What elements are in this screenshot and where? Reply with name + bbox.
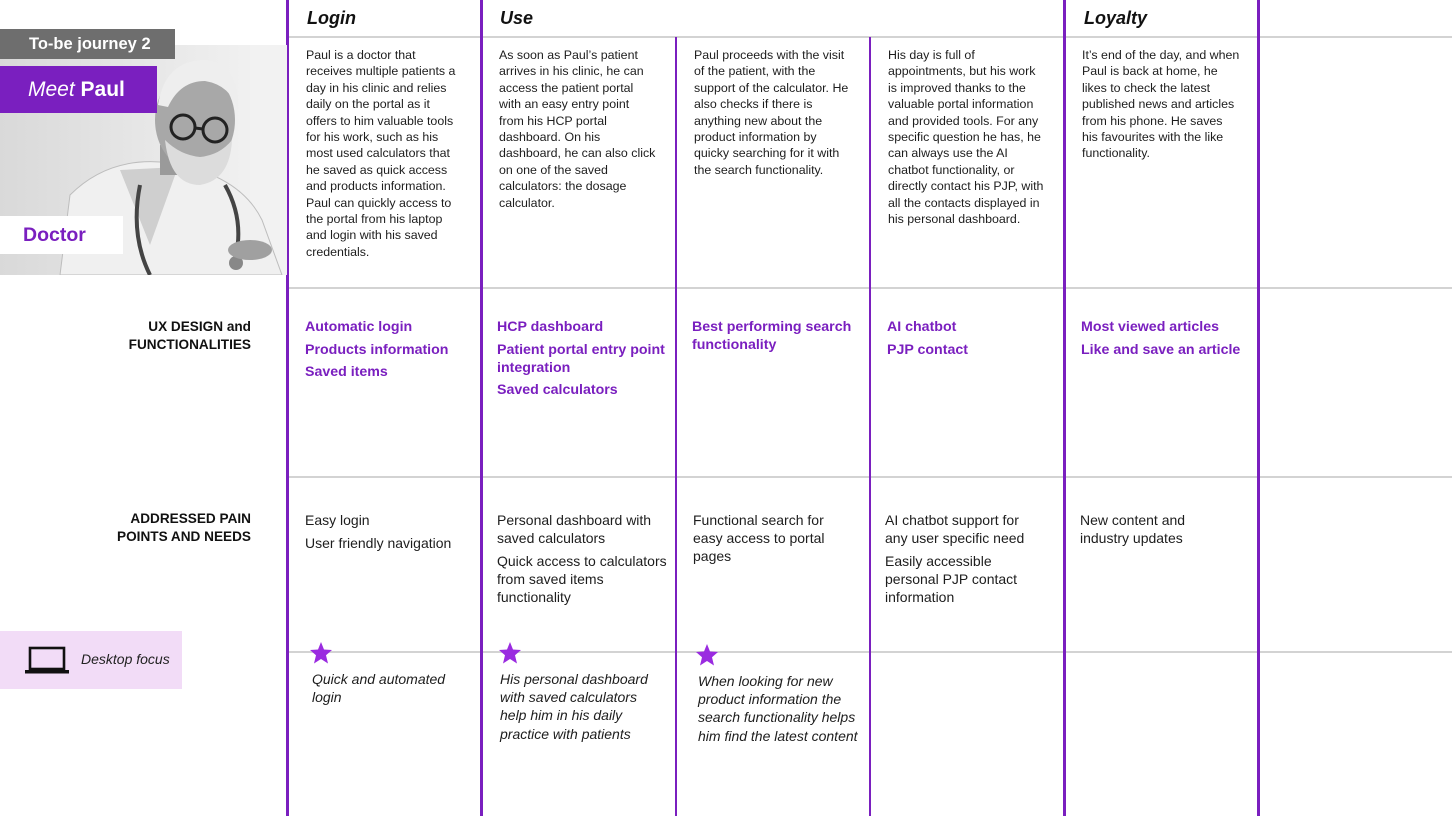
pain-item: Quick access to calculators from saved items functionality [497,553,667,606]
column-divider [675,37,677,816]
ux-item: Products information [305,341,449,358]
star-icon [695,643,719,667]
description-login: Paul is a doctor that receives multiple patients a day in his clinic and relies daily on the portal as it offers to him valuable tools for his work, such as his most used calculators that he saved as quick access and products information. Paul can quickly access to the portal from his laptop and login with his saved credentials. [306,48,456,259]
pain-list-login [305,511,477,557]
ux-item: Best performing search functionality [692,319,852,353]
ux-item: Saved calculators [497,382,618,399]
phase-loyalty: Loyalty [1084,8,1148,28]
description-use-2: Paul proceeds with the visit of the patient, with the support of the calculator. He also checks if there is anything new about the product information by quicky searching for it with the search functionality. [694,48,849,177]
ux-list-login [305,318,475,386]
ux-item: Most viewed articles [1081,319,1219,335]
pain-list-use-2 [693,511,853,570]
ux-list-use-2 [692,318,852,359]
ux-item: AI chatbot [887,319,957,335]
pain-list-use-1 [497,511,669,611]
pain-item: User friendly navigation [305,534,452,551]
column-divider [1063,0,1066,816]
pain-item: AI chatbot support for any user specific need [885,512,1025,547]
laptop-icon [24,646,70,676]
pain-item: New content and industry updates [1080,512,1186,547]
ux-list-loyalty [1081,318,1251,363]
pain-item: Functional search for easy access to portal pages [693,512,825,565]
note-use-1: His personal dashboard with saved calculators help him in his daily practice with patients [500,671,648,742]
star-icon [309,641,333,665]
ux-item: Saved items [305,364,388,381]
note-use-2: When looking for new product information the search functionality helps him find the latest content [698,673,858,744]
ux-list-use-3 [887,318,1057,363]
ux-item: HCP dashboard [497,319,604,335]
pain-item: Easy login [305,512,370,528]
phase-login: Login [307,8,356,28]
description-use-1: As soon as Paul’s patient arrives in his clinic, he can access the patient portal with an easy entry point from his HCP portal dashboard. On his dashboard, he can also click on one of the saved calculators: the dosage calculator. [499,48,656,210]
ux-item: Like and save an article [1081,341,1241,358]
note-login: Quick and automated login [312,671,446,706]
pain-list-use-3 [885,511,1045,611]
desktop-focus-badge [0,631,182,689]
row-label-pain: ADDRESSED PAIN POINTS AND NEEDS [117,511,251,544]
pain-item: Easily accessible personal PJP contact information [885,553,1018,606]
meet-banner [0,66,157,113]
description-use-3: His day is full of appointments, but his work is improved thanks to the valuable portal information and provided tools. For any specific question he has, he can always use the AI chatbot functionality, or directly contact his PJP, with all the contacts displayed in his personal dashboard. [888,48,1044,227]
phase-use: Use [500,8,534,28]
desktop-focus-label: Desktop focus [81,651,170,667]
ux-item: Automatic login [305,319,413,335]
persona-name: Paul [80,78,125,101]
ux-item: Patient portal entry point integration [497,341,665,376]
ux-list-use-1 [497,318,667,404]
column-divider [1257,0,1260,816]
meet-prefix: Meet [28,78,75,101]
column-divider [869,37,871,816]
ux-item: PJP contact [887,341,968,358]
pain-item: Personal dashboard with saved calculators [497,512,652,547]
star-icon [498,641,522,665]
journey-tag: To-be journey 2 [0,29,175,59]
row-label-ux: UX DESIGN and FUNCTIONALITIES [128,319,251,352]
persona-role: Doctor [0,216,123,254]
column-divider [480,0,483,816]
description-loyalty: It’s end of the day, and when Paul is back at home, he likes to check the latest published news and articles from his phone. He saves his favourites with the like functionality. [1082,48,1240,161]
pain-list-loyalty [1080,511,1230,552]
